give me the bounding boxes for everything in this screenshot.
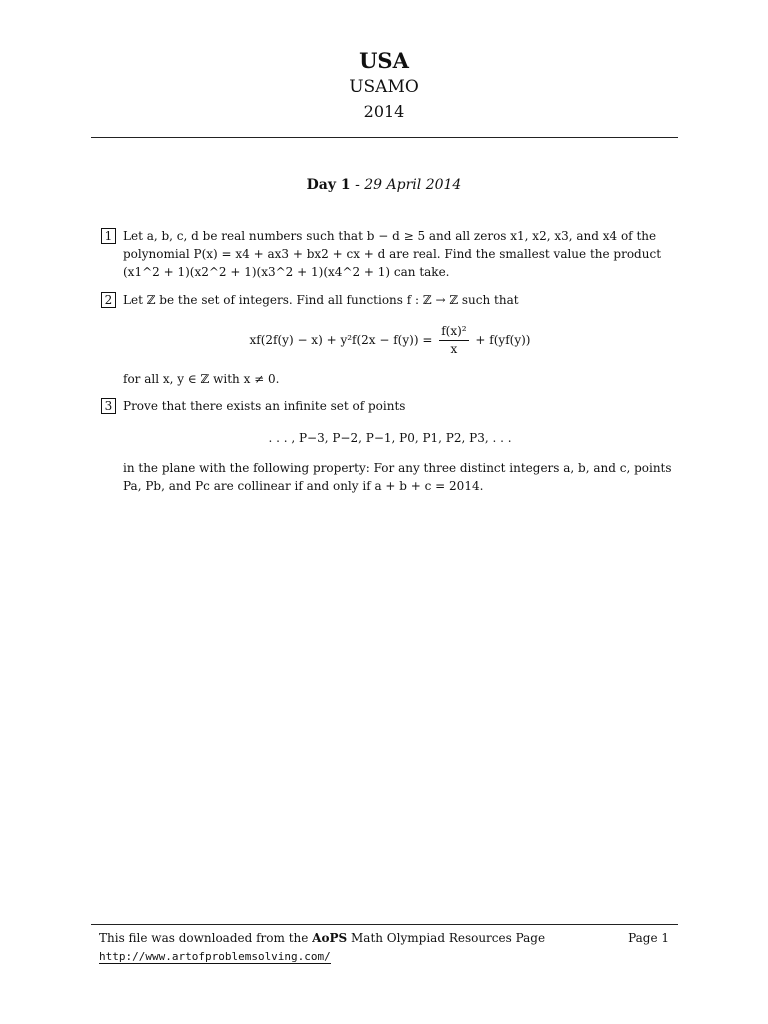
- functional-equation: [101, 323, 679, 358]
- fraction-numerator: f(x)²: [439, 323, 468, 341]
- aops-brand: AoPS: [312, 931, 348, 945]
- day-date: 29 April 2014: [364, 177, 462, 193]
- problem-number-box: 3: [101, 398, 116, 414]
- problem-number-box: 1: [101, 228, 116, 244]
- problem-intro: Let ℤ be the set of integers. Find all functions f : ℤ → ℤ such that: [123, 293, 519, 307]
- footer-prefix: This file was downloaded from the: [99, 931, 313, 945]
- problem-3: [101, 397, 679, 495]
- year-title: 2014: [363, 102, 405, 121]
- document-header: [0, 48, 768, 124]
- equation-left: xf(2f(y) − x) + y²f(2x − f(y)) =: [249, 333, 433, 347]
- point-sequence: . . . , P−3, P−2, P−1, P0, P1, P2, P3, . . .: [268, 431, 512, 445]
- equation-right: + f(yf(y)): [475, 333, 531, 347]
- footer-divider: [91, 924, 678, 925]
- problem-intro: Prove that there exists an infinite set of points: [123, 399, 406, 413]
- problem-1: [101, 227, 679, 281]
- page-number: Page 1: [628, 931, 669, 945]
- equation-fraction: [439, 323, 468, 358]
- footer-suffix: Math Olympiad Resources Page: [347, 931, 546, 945]
- country-title: USA: [359, 48, 409, 73]
- problem-2: [101, 291, 679, 388]
- fraction-denominator: x: [450, 342, 458, 356]
- day-separator: -: [350, 177, 365, 193]
- document-footer: [99, 929, 669, 966]
- footer-source-text: [99, 929, 545, 947]
- problem-outro: for all x, y ∈ ℤ with x ≠ 0.: [123, 372, 280, 386]
- competition-title: USAMO: [349, 77, 419, 97]
- day-heading: [0, 177, 768, 193]
- day-label: Day 1: [306, 177, 351, 193]
- problem-text: [123, 227, 679, 281]
- problem-statement: Let a, b, c, d be real numbers such that b − d ≥ 5 and all zeros x1, x2, x3, and x4 of the polynomial P(x) = x4 + ax3 + bx2 + cx + d are real. Find the smallest value the product (x1^2 + 1)(x2^2 + 1)(x3^2 + 1)(x4^2 + 1) can take.: [123, 229, 662, 279]
- problem-outro: in the plane with the following property: For any three distinct integers a, b, and c, points Pa, Pb, and Pc are collinear if and only if a + b + c = 2014.: [123, 461, 672, 493]
- header-divider: [91, 137, 678, 138]
- problem-text: [123, 291, 679, 388]
- aops-url-link[interactable]: http://www.artofproblemsolving.com/: [99, 950, 331, 963]
- footer-url-row: [99, 947, 669, 966]
- problem-text: [123, 397, 679, 495]
- problem-number-box: 2: [101, 292, 116, 308]
- footer-row: [99, 929, 669, 947]
